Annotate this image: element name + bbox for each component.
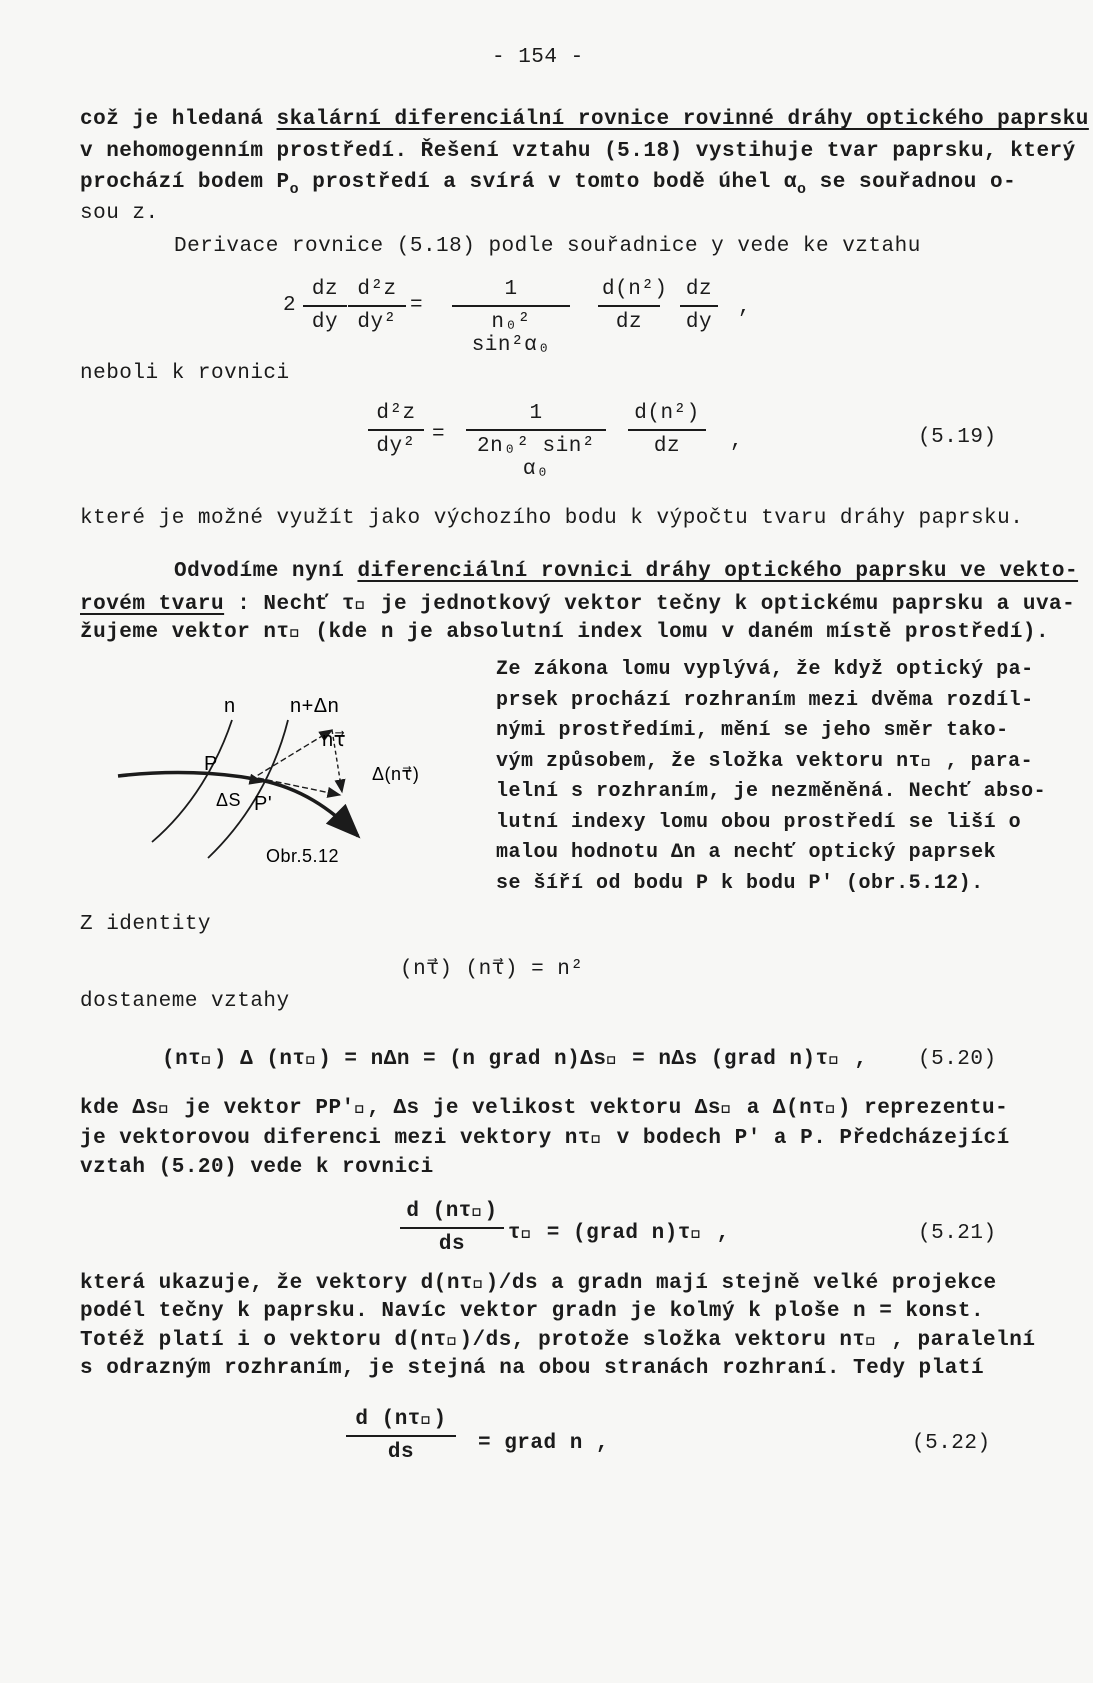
text-line: se šíří od bodu P k bodu P′ (obr.5.12). (496, 871, 984, 895)
equation-5-20: (nτ⃗) Δ (nτ⃗) = nΔn = (n grad n)Δs⃗ = nΔs (grad n)τ⃗ , (162, 1048, 868, 1071)
fraction: $\frac{\text{d²z}}{\text{dy²}}$ (368, 402, 424, 458)
text-line: prochází bodem $P_o$ prostředí a svírá v tomto bodě úhel $\alpha_o$ se souřadnou o- (80, 171, 1017, 198)
figure-label-ntau: nτ⃗ (322, 729, 347, 751)
text-line: s odrazným rozhraním, je stejná na obou stranách rozhraní. Tedy platí (80, 1357, 985, 1380)
figure-label-P: P (204, 753, 218, 775)
fraction: $\frac{d (n\tau⃗)}{ds}$ (346, 1408, 456, 1464)
eq-equals: = (432, 423, 446, 446)
equation-identity: (nτ⃗) (nτ⃗) = n² (400, 958, 584, 981)
fraction: $\frac{1}{\text{n₀² sin²α₀}}$ (452, 278, 570, 357)
figure-label-n: n (224, 695, 236, 717)
fraction: $\frac{\text{d(n²)}}{dz}$ (628, 402, 706, 458)
text-run: prochází bodem P (80, 171, 290, 194)
text-line: dostaneme vztahy (80, 990, 290, 1013)
emphasis-underlined: rovém tvaru (80, 593, 225, 616)
paragraph-ze-zakona (496, 655, 1046, 899)
equation-5-22-rhs: = grad n , (478, 1432, 610, 1455)
text-line: které je možné využít jako výchozího bodu k výpočtu tvaru dráhy paprsku. (80, 507, 1024, 530)
text-line: nými prostředími, mění se jeho směr tako- (496, 719, 1009, 742)
text-line: žujeme vektor nτ⃗ (kde n je absolutní index lomu v daném místě prostředí). (80, 621, 1050, 644)
eq-coef: 2 (283, 294, 297, 317)
text-line: lutní indexy lomu obou prostředí se liší o (496, 810, 1022, 834)
text-line: v nehomogenním prostředí. Řešení vztahu (5.18) vystihuje tvar paprsku, který (80, 140, 1076, 163)
text-line: vým způsobem, že složka vektoru nτ⃗ , para- (496, 749, 1034, 773)
text-line: lelní s rozhraním, je nezměněná. Nechť abso- (496, 780, 1047, 803)
text-line: která ukazuje, že vektory d(nτ⃗)/ds a gradn mají stejně velké projekce (80, 1272, 997, 1295)
equation-number: (5.19) (918, 426, 997, 449)
text-line: sou z. (80, 202, 159, 225)
text-run: což je hledaná (80, 108, 277, 131)
text-line: prsek prochází rozhraním mezi dvěma rozdíl- (496, 688, 1034, 712)
interface-curve-n (152, 720, 232, 842)
figure-label-ds: ΔS (216, 790, 242, 810)
text-line: kde Δs⃗ je vektor PP′⃗, Δs je velikost vektoru Δs⃗ a Δ(nτ⃗) reprezentu- (80, 1097, 1009, 1120)
vector-ntau (250, 730, 332, 780)
text-line (80, 108, 1089, 131)
figure-label-P-prime: P' (254, 793, 273, 815)
fraction: $\frac{\text{d(n²)}}{dz}$ (598, 278, 660, 334)
eq-equals: = (410, 294, 424, 317)
text-line: Totéž platí i o vektoru d(nτ⃗)/ds, protože složka vektoru nτ⃗ , paralelní (80, 1329, 1036, 1352)
text-line: neboli k rovnici (80, 362, 290, 385)
text-line: Z identity (80, 913, 212, 936)
emphasis-underlined: skalární diferenciální rovnice rovinné dráhy optického paprsku (276, 108, 1089, 131)
equation-number: (5.22) (912, 1432, 991, 1455)
text-run: se souřadnou o- (806, 171, 1017, 194)
text-line: malou hodnotu Δn a nechť optický paprsek (496, 841, 997, 864)
text-line (80, 593, 1075, 616)
text-line: je vektorovou diferenci mezi vektory nτ⃗ v bodech P′ a P. Předcházející (80, 1127, 1010, 1150)
text-run: Odvodíme nyní (174, 560, 358, 583)
text-line: Ze zákona lomu vyplývá, že když optický pa- (496, 658, 1034, 681)
equation-number: (5.20) (918, 1048, 997, 1071)
text-run: prostředí a svírá v tomto bodě úhel α (299, 171, 798, 194)
equation-number: (5.21) (918, 1222, 997, 1245)
figure-label-delta-ntau: Δ(nτ⃗) (372, 764, 420, 784)
equation-5-21-rhs: τ⃗ = (grad n)τ⃗ , (508, 1222, 730, 1245)
eq-comma: , (730, 430, 744, 453)
interface-curve-n-dn (208, 720, 288, 858)
fraction: $\frac{dz}{dy}$ (680, 278, 718, 334)
fraction: $\frac{dz}{dy}$ (303, 278, 347, 334)
fraction: $\frac{\text{d²z}}{\text{dy²}}$ (348, 278, 406, 334)
text-run: : Nechť τ⃗ je jednotkový vektor tečny k optickému paprsku a uva- (224, 593, 1076, 616)
emphasis-underlined: diferenciální rovnici dráhy optického paprsku ve vekto- (357, 560, 1079, 583)
figure-label-n-dn: n+Δn (290, 695, 340, 717)
figure-refraction-diagram (110, 690, 450, 870)
text-line (174, 560, 1078, 583)
text-line: vztah (5.20) vede k rovnici (80, 1156, 434, 1179)
text-line: Derivace rovnice (5.18) podle souřadnice y vede ke vztahu (174, 235, 921, 258)
text-line: podél tečny k paprsku. Navíc vektor gradn je kolmý k ploše n = konst. (80, 1300, 985, 1323)
fraction: $\frac{d (n\tau⃗)}{ds}$ (400, 1200, 504, 1256)
figure-caption: Obr.5.12 (266, 846, 340, 866)
eq-comma: , (738, 296, 752, 319)
fraction: $\frac{1}{\text{2n₀² sin² α₀}}$ (466, 402, 606, 481)
page-number: - 154 - (492, 46, 584, 69)
